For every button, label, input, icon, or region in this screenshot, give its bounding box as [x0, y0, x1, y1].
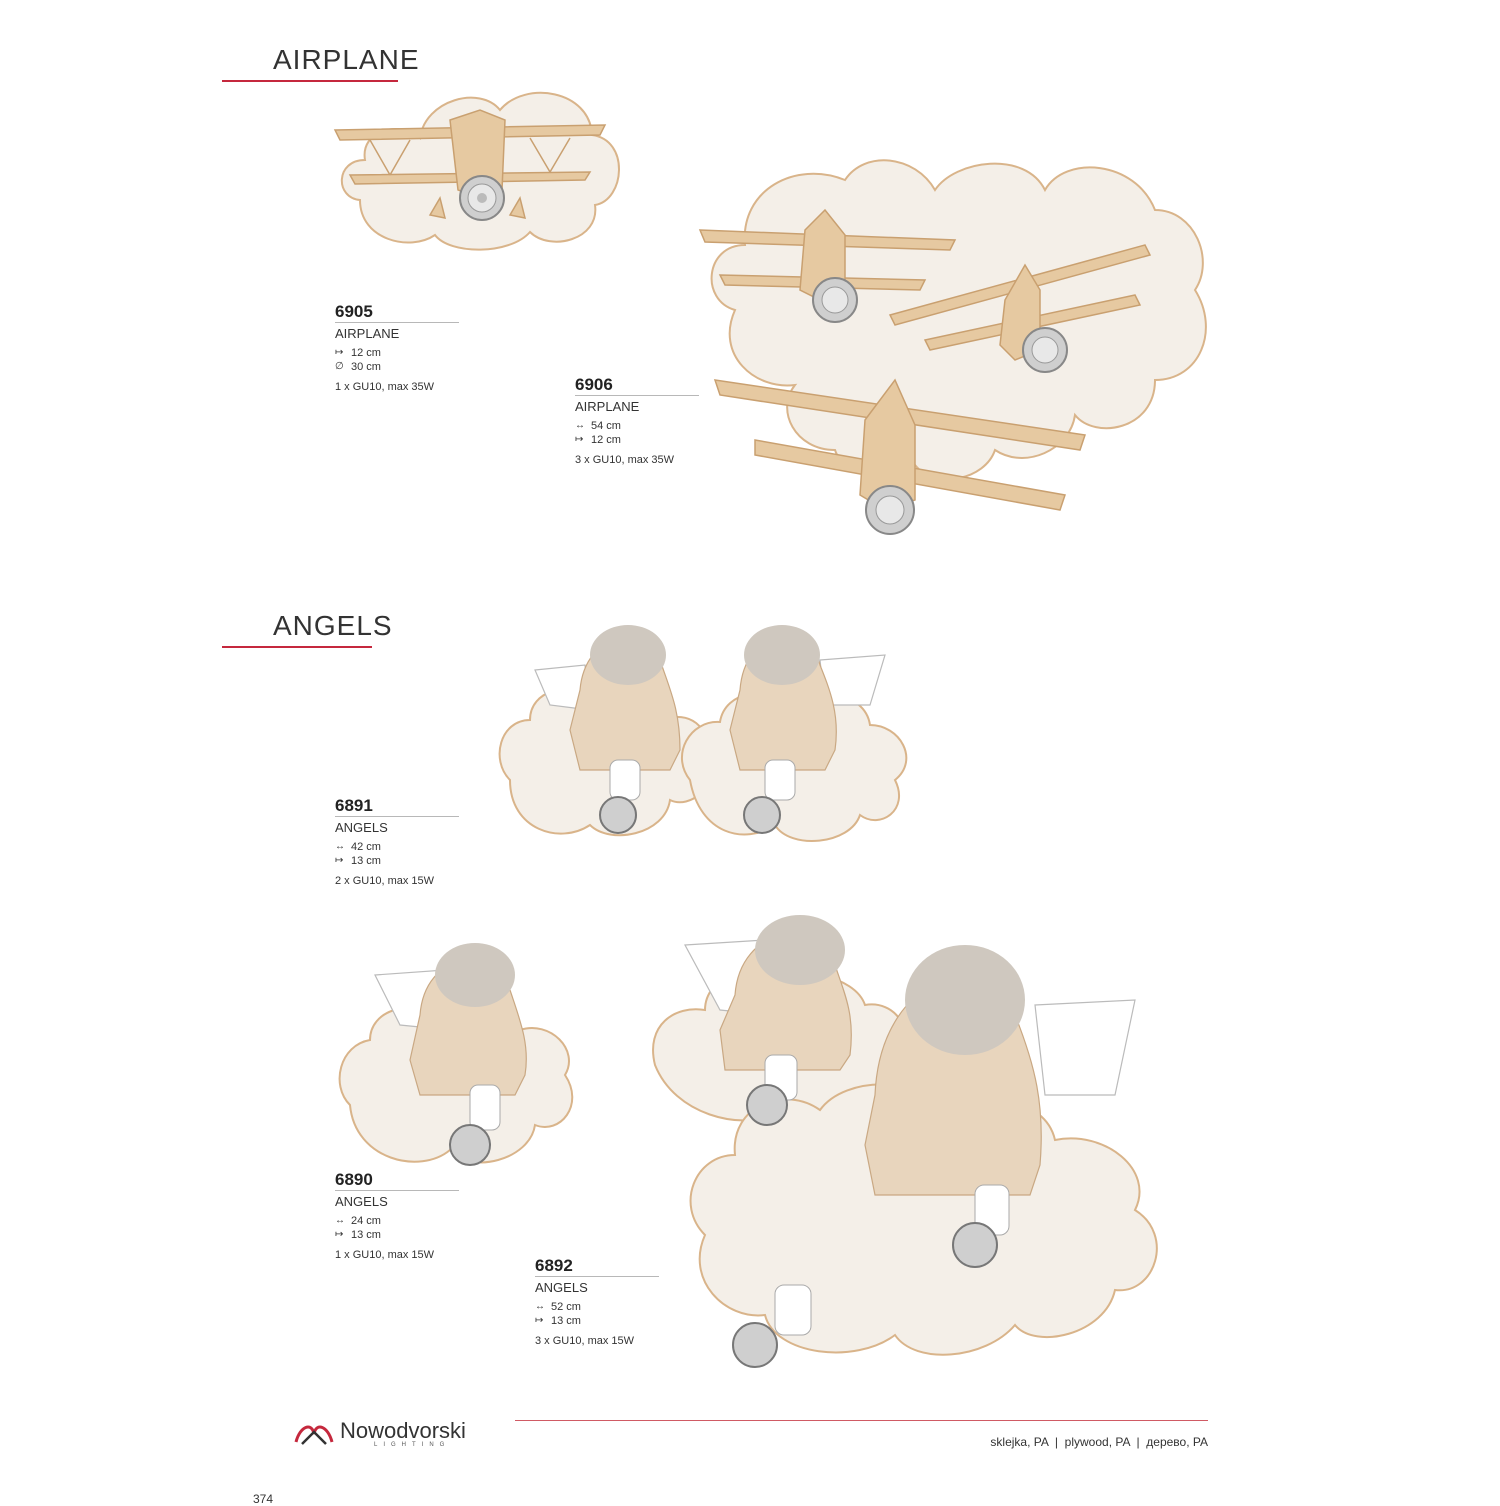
product-name: ANGELS — [335, 1194, 388, 1209]
power-spec: 3 x GU10, max 35W — [575, 454, 675, 466]
product-image-6905 — [330, 80, 630, 260]
height-arrow-icon: ↦ — [575, 434, 584, 445]
product-name: AIRPLANE — [335, 326, 400, 341]
height-arrow-icon: ↦ — [335, 855, 344, 866]
product-code: 6905 — [335, 302, 373, 321]
product-spec-6890 — [335, 1170, 459, 1262]
power-spec: 1 x GU10, max 15W — [335, 1249, 435, 1261]
width-arrow-icon: ↔ — [535, 1301, 545, 1312]
dimension-value: 13 cm — [551, 1315, 581, 1327]
spec-divider — [535, 1276, 659, 1277]
dimension-row — [335, 854, 459, 868]
product-name: AIRPLANE — [575, 399, 640, 414]
product-spec-6906 — [575, 375, 699, 467]
product-name: ANGELS — [535, 1280, 588, 1295]
diameter-icon: ∅ — [335, 361, 344, 372]
product-spec-6891 — [335, 796, 459, 888]
spec-divider — [335, 816, 459, 817]
dimension-value: 13 cm — [351, 1229, 381, 1241]
dimension-row — [335, 1228, 459, 1242]
power-spec: 2 x GU10, max 15W — [335, 875, 435, 887]
spec-divider — [335, 1190, 459, 1191]
product-spec-6905 — [335, 302, 459, 394]
product-image-6906 — [695, 150, 1215, 550]
product-name: ANGELS — [335, 820, 388, 835]
height-arrow-icon: ↦ — [335, 347, 344, 358]
product-code: 6906 — [575, 375, 613, 394]
dimension-row — [335, 840, 459, 854]
product-code: 6890 — [335, 1170, 373, 1189]
section-title-angels: ANGELS — [273, 610, 393, 641]
dimension-value: 52 cm — [551, 1301, 581, 1313]
width-arrow-icon: ↔ — [335, 841, 345, 852]
dimension-row — [575, 419, 699, 433]
product-image-6891 — [490, 610, 940, 860]
section-title-airplane: AIRPLANE — [273, 44, 420, 75]
dimension-value: 42 cm — [351, 841, 381, 853]
dimension-row — [575, 433, 699, 447]
dimension-row — [335, 1214, 459, 1228]
dimension-value: 54 cm — [591, 420, 621, 432]
spec-divider — [575, 395, 699, 396]
dimension-value: 13 cm — [351, 855, 381, 867]
product-image-6890 — [330, 935, 600, 1185]
dimension-row — [535, 1300, 659, 1314]
dimension-value: 12 cm — [591, 434, 621, 446]
footer-divider — [515, 1420, 1208, 1421]
page-number: 374 — [253, 1492, 274, 1506]
power-spec: 1 x GU10, max 35W — [335, 381, 435, 393]
dimension-row — [535, 1314, 659, 1328]
brand-subtitle: LIGHTING — [374, 1442, 451, 1448]
height-arrow-icon: ↦ — [335, 1229, 344, 1240]
dimension-value: 24 cm — [351, 1215, 381, 1227]
material-info: sklejka, PA | plywood, PA | дерево, PA — [990, 1435, 1208, 1449]
brand-logo — [292, 1420, 466, 1448]
dimension-value: 30 cm — [351, 361, 381, 373]
height-arrow-icon: ↦ — [535, 1315, 544, 1326]
product-spec-6892 — [535, 1256, 659, 1348]
dimension-row — [335, 360, 459, 374]
width-arrow-icon: ↔ — [575, 420, 585, 431]
section-title-rule — [222, 646, 372, 648]
dimension-row — [335, 346, 459, 360]
spec-divider — [335, 322, 459, 323]
brand-name: Nowodvorski — [340, 1418, 466, 1443]
brand-mark-icon — [292, 1420, 336, 1448]
product-image-6892 — [645, 905, 1205, 1375]
product-code: 6892 — [535, 1256, 573, 1275]
dimension-value: 12 cm — [351, 347, 381, 359]
width-arrow-icon: ↔ — [335, 1215, 345, 1226]
power-spec: 3 x GU10, max 15W — [535, 1335, 635, 1347]
product-code: 6891 — [335, 796, 373, 815]
